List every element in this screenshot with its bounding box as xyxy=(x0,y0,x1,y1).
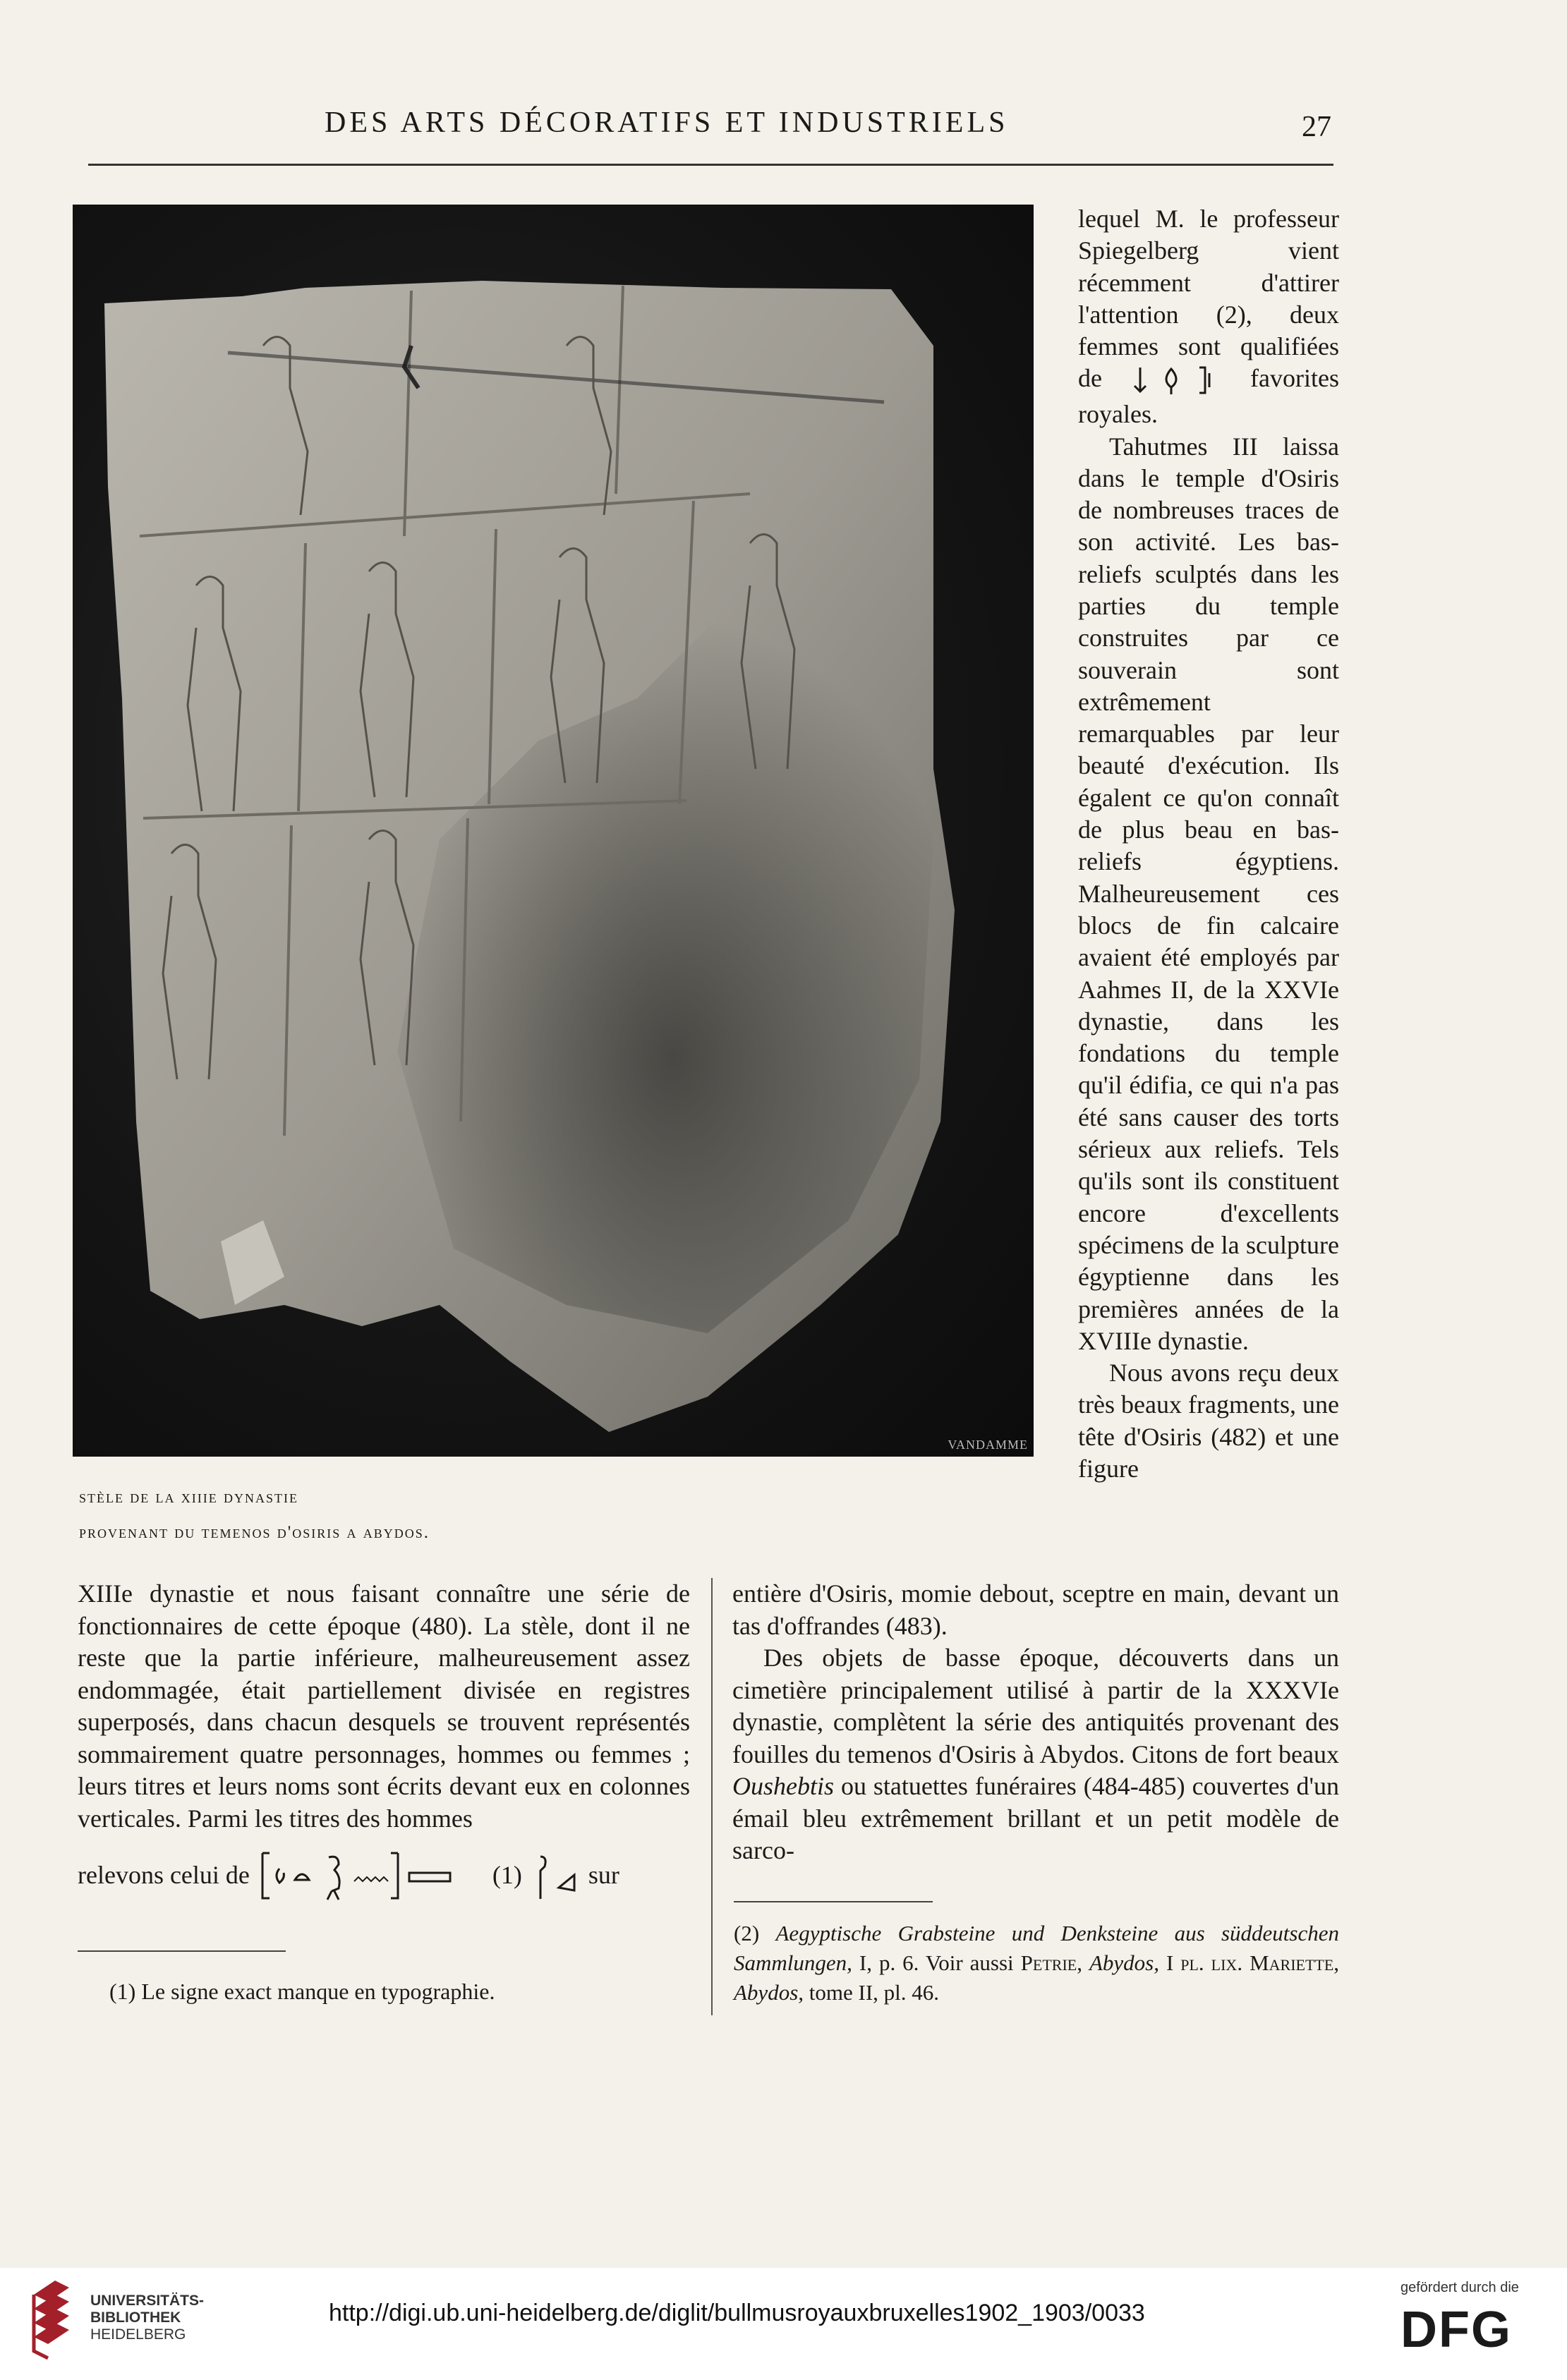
dfg-logo: DFG xyxy=(1400,2302,1512,2358)
photographer-signature: VANDAMME xyxy=(948,1438,1028,1452)
lower-right-column-text xyxy=(732,1578,1339,1867)
footnote-2-author-mariette: Mariette, xyxy=(1250,1950,1340,1975)
glyph-line-tail: sur xyxy=(588,1861,619,1890)
right-paragraph-3: Nous avons reçu deux très beaux fragments, une tête d'Osiris (482) et une figure xyxy=(1078,1359,1339,1483)
caption-line-2: provenant du temenos d'osiris a abydos. xyxy=(79,1523,430,1542)
university-library-logo-icon xyxy=(27,2281,76,2365)
running-header: DES ARTS DÉCORATIFS ET INDUSTRIELS xyxy=(325,107,1009,139)
library-line-1: UNIVERSITÄTS- xyxy=(90,2293,205,2309)
footnote-2-text-a: I, p. 6. Voir aussi xyxy=(859,1950,1014,1975)
footnote-rule-left xyxy=(78,1950,286,1952)
right-column-text xyxy=(1078,203,1339,1485)
figure-caption xyxy=(79,1480,430,1550)
stele-image xyxy=(73,205,1034,1457)
mid-paragraph-2-end: ou statuettes funéraires (484-485) couvertes d'un émail bleu extrêmement brillant et un petit modèle de sarco- xyxy=(732,1772,1340,1864)
right-paragraph-1 xyxy=(1078,203,1339,431)
left-column-text xyxy=(78,1578,690,1904)
mid-paragraph-2-start: Des objets de basse époque, découverts dans un cimetière principalement utilisé à partir de la XXXVIe dynastie, complètent la série des antiquités provenant des fouilles du temenos d'Osiris à Abydos. Citons de fort beaux xyxy=(732,1644,1339,1768)
right-paragraph-1-start: lequel M. le professeur Spiegelberg vient récemment d'attirer l'attention (2), deux femmes sont qualifiées de xyxy=(1078,205,1339,393)
university-library-name xyxy=(90,2293,204,2343)
stele-photograph xyxy=(73,205,1034,1457)
footnote-2 xyxy=(734,1919,1339,2008)
footnote-2-text-b: I pl. lix. xyxy=(1166,1950,1243,1975)
library-line-2: BIBLIOTHEK xyxy=(90,2309,181,2326)
column-divider xyxy=(711,1578,713,2015)
mid-paragraph-2 xyxy=(732,1642,1339,1867)
hieroglyph-line xyxy=(78,1847,690,1904)
header-rule xyxy=(88,164,1333,166)
library-line-3: HEIDELBERG xyxy=(90,2326,186,2343)
footnote-rule-right xyxy=(734,1901,933,1902)
source-url-link[interactable]: http://digi.ub.uni-heidelberg.de/diglit/bullmusroyauxbruxelles1902_1903/0033 xyxy=(329,2300,1145,2326)
oushebtis-term: Oushebtis xyxy=(732,1772,834,1800)
mid-paragraph-1: entière d'Osiris, momie debout, sceptre en main, devant un tas d'offrandes (483). xyxy=(732,1579,1339,1640)
footnote-2-abydos-2: Abydos, xyxy=(734,1980,804,2005)
footnote-2-abydos-1: Abydos, xyxy=(1089,1950,1159,1975)
footnote-1: (1) Le signe exact manque en typographie. xyxy=(109,1979,495,2004)
hieroglyph-suffix-icon xyxy=(531,1851,580,1900)
hieroglyph-group-icon xyxy=(1130,363,1222,399)
caption-line-1: stèle de la xiiie dynastie xyxy=(79,1488,298,1507)
footnote-2-text-c: tome II, pl. 46. xyxy=(809,1980,940,2005)
right-paragraph-2: Tahutmes III laissa dans le temple d'Osiris de nombreuses traces de son activité. Les bas-reliefs sculptés dans les parties du temple construites par ce souverain sont extrêmement remarquables par leur beauté d'exécution. Ils égalent ce qu'on connaît de plus beau en bas-reliefs égyptiens. Malheureusement ces blocs de fin calcaire avaient été employés par Aahmes II, de la XXVIe dynastie, dans les fondations du temple qu'il édifia, ce qui n'a pas été sans causer des torts sérieux aux reliefs. Tels qu'ils sont ils constituent encore d'excellents spécimens de la sculpture égyptienne dans les premières années de la XVIIIe dynastie. xyxy=(1078,432,1339,1355)
footnote-2-title: Aegyptische Grabsteine und Denksteine aus süddeutschen Sammlungen, xyxy=(734,1921,1339,1975)
left-paragraph-1: XIIIe dynastie et nous faisant connaître une série de fonctionnaires de cette époque (480). La stèle, dont il ne reste que la partie inférieure, malheureusement assez endommagée, était partiellement divisée en registres superposés, dans chacun desquels se trouvent représentés sommairement quatre personnages, hommes ou femmes ; leurs titres et leurs noms sont écrits devant eux en colonnes verticales. Parmi les titres des hommes xyxy=(78,1579,690,1833)
footnote-ref-1: (1) xyxy=(492,1861,522,1890)
footnote-2-number: (2) xyxy=(734,1921,760,1945)
funded-by-label: gefördert durch die xyxy=(1400,2280,1519,2295)
hieroglyph-title-icon xyxy=(258,1847,484,1904)
footnote-2-author-petrie: Petrie, xyxy=(1020,1950,1082,1975)
glyph-line-lead: relevons celui de xyxy=(78,1861,250,1890)
page-number: 27 xyxy=(1302,111,1331,143)
right-paragraph-1-end: favorites royales. xyxy=(1078,364,1339,429)
